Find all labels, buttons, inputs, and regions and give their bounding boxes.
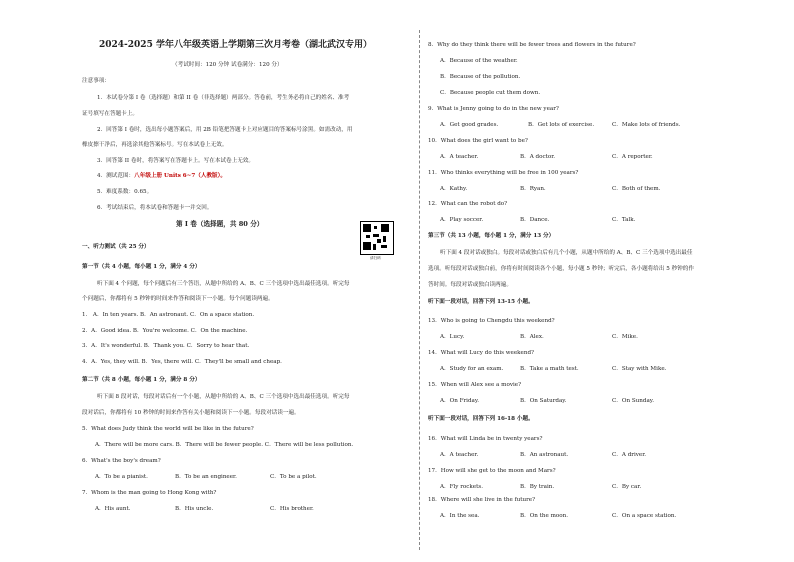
sec2-intro: 听下面 8 段对话，每段对话后有一个小题，从题中所给的 A、B、C 三个选项中选出最佳选项。听完每 — [97, 394, 350, 400]
question-11: 11．Who thinks everything will be free in 100 years? — [428, 170, 579, 176]
question-2: 2．A．Good idea. B．You're welcome. C．On the machine. — [82, 328, 248, 334]
option-b: B．Ryan. — [520, 186, 546, 192]
note-scope-label: 4．测试范围： — [97, 173, 135, 179]
note-line: 证号填写在答题卡上。 — [82, 111, 138, 117]
notes-heading: 注意事项： — [82, 78, 110, 84]
note-line: 橡皮擦干净后，再选涂其他答案标号。写在本试卷上无效。 — [82, 142, 228, 148]
option-a: A．A teacher. — [440, 452, 479, 458]
question-6: 6．What's the boy's dream? — [82, 458, 161, 464]
option-c: C．Talk. — [612, 217, 636, 223]
column-divider — [419, 30, 420, 550]
option-c: C．Both of them. — [612, 186, 661, 192]
note-scope-value: 八年级上册 Units 6~7（人教版）。 — [134, 173, 227, 179]
question-17: 17．How will she get to the moon and Mars? — [428, 468, 556, 474]
option-b: B．On the moon. — [520, 513, 569, 519]
exam-meta: （考试时间：120 分钟 试卷满分：120 分） — [172, 62, 283, 68]
question-7: 7．Whom is the man going to Hong Kong with? — [82, 490, 217, 496]
question-12: 12．What can the robot do? — [428, 201, 508, 207]
option-a: A．To be a pianist. — [95, 474, 148, 480]
question-14: 14．What will Lucy do this weekend? — [428, 350, 535, 356]
question-1: 1． A．In ten years. B．An astronaut. C．On a space station. — [82, 312, 255, 318]
qr-code-image — [360, 221, 394, 255]
option-b: B．By train. — [520, 484, 555, 490]
segment-heading: 听下面一段对话，回答下列 13-15 小题。 — [428, 299, 534, 305]
option-b: B．Because of the pollution. — [440, 74, 521, 80]
sec1-heading: 第一节（共 4 小题，每小题 1 分，满分 4 分） — [82, 264, 201, 270]
sec3-intro: 答时间。每段对话或独白读两遍。 — [428, 282, 512, 288]
exam-title: 2024-2025 学年八年级英语上学期第三次月考卷（湖北武汉专用） — [99, 40, 372, 50]
option-c: C．A driver. — [612, 452, 647, 458]
question-8: 8．Why do they think there will be fewer trees and flowers in the future? — [428, 42, 636, 48]
option-b: B．To be an engineer. — [175, 474, 237, 480]
option-b: B．A doctor. — [520, 154, 556, 160]
question-16: 16．What will Linda be in twenty years? — [428, 436, 543, 442]
note-line: 2．回答第 I 卷时，选出每小题答案后，用 2B 铅笔把答题卡上对应题目的答案标号涂黑。如需改动，用 — [97, 127, 353, 133]
qr-label: 请扫码 — [370, 256, 381, 260]
part1-title: 第 I 卷（选择题，共 80 分） — [176, 220, 264, 228]
segment-heading: 听下面一段对话，回答下列 16-18 小题。 — [428, 416, 534, 422]
sec3-intro: 选项。听每段对话或独白前，你将有时间阅读各个小题，每小题 5 秒钟；听完后，各小题将给出 5 秒钟的作 — [428, 266, 694, 272]
sec1-intro: 听下面 4 个问题，每个问题后有三个答语，从题中所给的 A、B、C 三个选项中选出最佳选项。听完每 — [97, 281, 350, 287]
question-4: 4．A．Yes, they will. B．Yes, there will. C．They'll be small and cheap. — [82, 359, 282, 365]
question-18: 18．Where will she live in the future? — [428, 497, 536, 503]
option-b: B．Get lots of exercise. — [528, 122, 595, 128]
question-5: 5．What does Judy think the world will be like in the future? — [82, 426, 254, 432]
option-c: C．A reporter. — [612, 154, 653, 160]
option-c: C．His brother. — [270, 506, 314, 512]
option-a: A．On Friday. — [440, 398, 480, 404]
option-b: B．Alex. — [520, 334, 544, 340]
question-10: 10．What does the girl want to be? — [428, 138, 528, 144]
option-a: A．His aunt. — [95, 506, 131, 512]
option-c: C．By car. — [612, 484, 642, 490]
question-9: 9．What is Jenny going to do in the new year? — [428, 106, 559, 112]
option-a: A．Study for an exam. — [440, 366, 504, 372]
option-a: A．Because of the weather. — [440, 58, 518, 64]
question-13: 13．Who is going to Chengdu this weekend? — [428, 318, 555, 324]
note-line: 3．回答第 II 卷时，将答案写在答题卡上。写在本试卷上无效。 — [97, 158, 254, 164]
option-c: C．Because people cut them down. — [440, 90, 541, 96]
option-c: C．On Sunday. — [612, 398, 654, 404]
option-c: C．Stay with Mike. — [612, 366, 667, 372]
option-b: B．His uncle. — [175, 506, 214, 512]
sec2-intro: 段对话后，你都将有 10 秒钟的时间来作答有关小题和阅读下一小题。每段对话读一遍。 — [82, 410, 300, 416]
option-a: A．A teacher. — [440, 154, 479, 160]
option-a: A．Play soccer. — [440, 217, 484, 223]
sec2-heading: 第二节（共 8 小题，每小题 1 分，满分 8 分） — [82, 377, 201, 383]
option-c: C．Make lots of friends. — [612, 122, 681, 128]
option-c: C．To be a pilot. — [270, 474, 317, 480]
sec3-intro: 听下面 4 段对话或独白。每段对话或独白后有几个小题，从题中所给的 A、B、C 三个选项中选出最佳 — [440, 250, 693, 256]
sec1-intro: 个问题后，你都将有 5 秒钟的时间来作答和阅读下一小题。每个问题读两遍。 — [82, 296, 274, 302]
option-a: A．Kathy. — [440, 186, 468, 192]
option-a: A．Fly rockets. — [440, 484, 484, 490]
option-a: A．In the sea. — [440, 513, 480, 519]
note-line: 1．本试卷分第 I 卷（选择题）和第 II 卷（非选择题）两部分。答卷前，考生务必将自己的姓名、准考 — [97, 95, 350, 101]
question-5-options: A．There will be more cars. B．There will be fewer people. C．There will be less pollution. — [95, 442, 354, 448]
option-b: B．On Saturday. — [520, 398, 567, 404]
question-3: 3．A．It's wonderful. B．Thank you. C．Sorry to hear that. — [82, 343, 250, 349]
option-b: B．Dance. — [520, 217, 550, 223]
option-c: C．Mike. — [612, 334, 638, 340]
note-line — [97, 173, 226, 180]
note-line: 5．难度系数：0.65。 — [97, 189, 153, 195]
note-line: 6．考试结束后，将本试卷和答题卡一并交回。 — [97, 205, 213, 211]
sec3-heading: 第三节（共 13 小题，每小题 1 分，满分 13 分） — [428, 233, 555, 239]
option-c: C．On a space station. — [612, 513, 677, 519]
option-a: A．Lucy. — [440, 334, 465, 340]
option-a: A．Get good grades. — [440, 122, 499, 128]
option-b: B．An astronaut. — [520, 452, 569, 458]
listening-section: 一、听力测试（共 25 分） — [82, 244, 150, 250]
question-15: 15．When will Alex see a movie? — [428, 382, 522, 388]
option-b: B．Take a math test. — [520, 366, 579, 372]
